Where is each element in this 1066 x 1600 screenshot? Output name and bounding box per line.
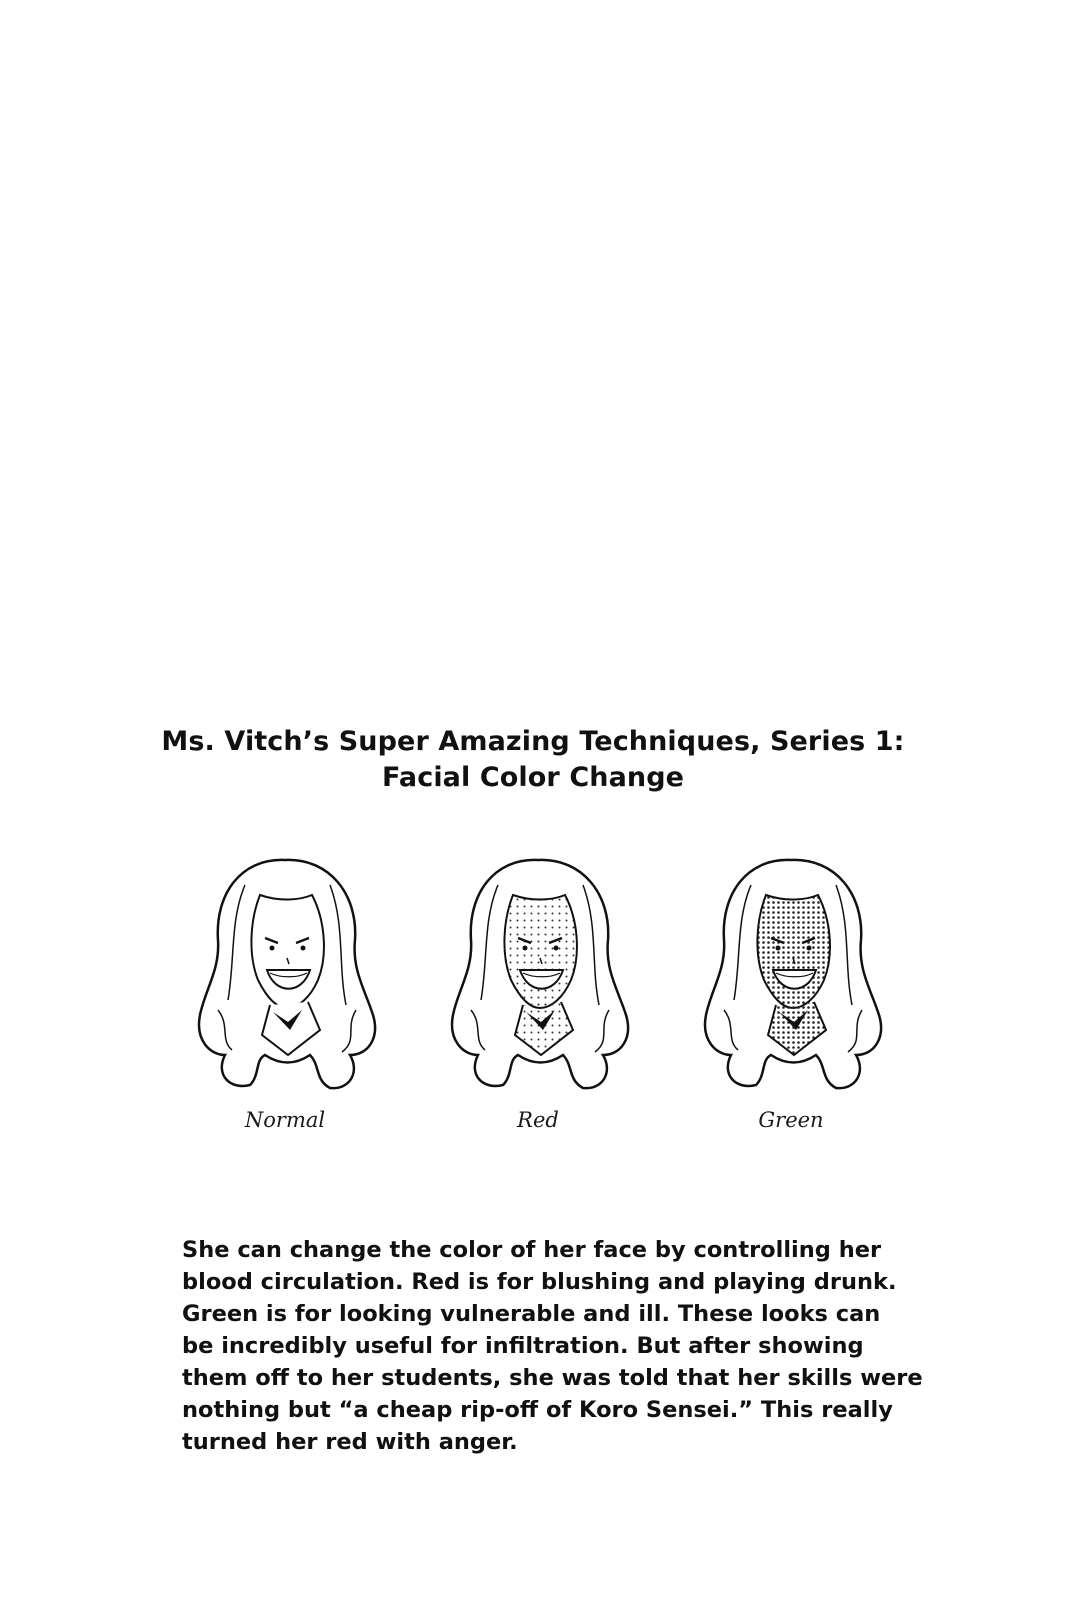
- description-line: nothing but “a cheap rip-off of Koro Sensei.” This really: [182, 1397, 893, 1423]
- figure-red: [423, 840, 653, 1140]
- description-line: She can change the color of her face by controlling her: [182, 1237, 882, 1263]
- description-line: Green is for looking vulnerable and ill. These looks can: [182, 1301, 881, 1327]
- description-line: turned her red with anger.: [182, 1429, 518, 1455]
- woman-face-normal-illustration: [170, 840, 400, 1100]
- caption-green: Green: [758, 1108, 824, 1132]
- figure-normal: [170, 840, 400, 1140]
- description-line: blood circulation. Red is for blushing and playing drunk.: [182, 1269, 897, 1295]
- description-line: them off to her students, she was told that her skills were: [182, 1365, 923, 1391]
- description-paragraph: [182, 1234, 922, 1458]
- description-line: be incredibly useful for infiltration. But after showing: [182, 1333, 864, 1359]
- title-line-2: Facial Color Change: [381, 762, 685, 793]
- page-title: [0, 724, 1066, 796]
- caption-red: Red: [517, 1108, 559, 1132]
- caption-normal: Normal: [244, 1108, 326, 1132]
- title-line-1: Ms. Vitch’s Super Amazing Techniques, Series 1:: [161, 726, 905, 757]
- woman-face-green-illustration: [676, 840, 906, 1100]
- face-illustrations: [170, 840, 900, 1140]
- woman-face-red-illustration: [423, 840, 653, 1100]
- figure-green: [676, 840, 906, 1140]
